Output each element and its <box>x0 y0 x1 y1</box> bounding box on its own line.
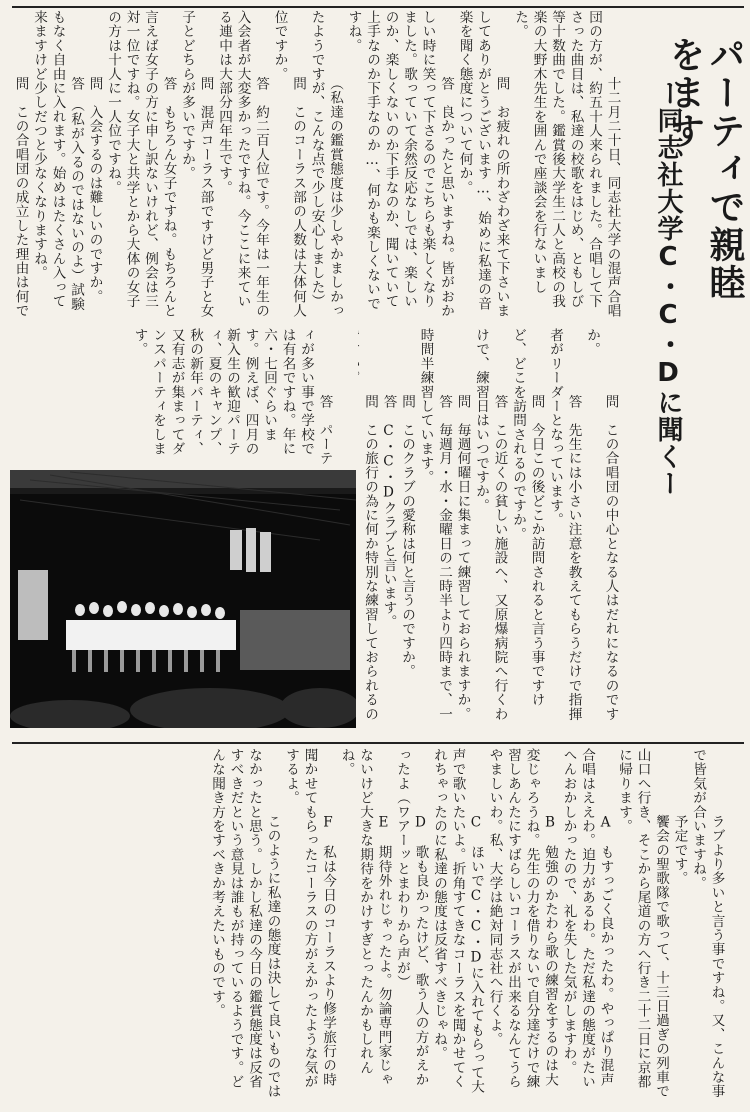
qa-line: 答 もちろん女子ですね。もちろんと言えば女子の方に申し訳ないけれど、例会は三対一位ですね。女子大と共学とから大体の女子の方は十人に一人位ですね。 <box>105 10 177 318</box>
article-body-bottom <box>12 748 744 1100</box>
text-line: ラブより多いと言う事ですね。又、こんな事で皆気が合いますね。 <box>690 748 725 1099</box>
article-body-top <box>12 10 640 320</box>
text-line: このように私達の態度は決して良いものではなかったと思う。しかし私達の今日の鑑賞態度は反省すべきだという意見は誰もが持っているようです。どんな聞き方をすべきか考えたいものです。 <box>209 748 281 1099</box>
qa-line: 問 毎週何曜日に集まって練習しておられますか。 <box>454 394 471 722</box>
text-line: D 歌も良かったけど、歌う人の方がえかったよ（ワアーッとまわりから声が） <box>394 748 429 1087</box>
section-divider <box>12 742 744 744</box>
text-line: C ほいでC・C・Dに入れてもらって大声で歌いたいよ。折角すてきなコーラスを聞かせてくれちゃったのに私達の態度は反省すべきじゃね。 <box>431 748 484 1094</box>
qa-line: 問 この旅行の為に何か特別な練習しておられるの <box>362 394 378 722</box>
text-line: 饗会の聖歌隊で歌って、十三日過ぎの列車で山口へ行き、そこから尾道の方へ行き二十二日に京都に帰ります。 <box>616 748 669 1099</box>
qa-line: 答 この近くの貧しい施設へ、又原爆病院へ行くわけで、練習日はいつですか。 <box>473 328 508 722</box>
choir-photo-image <box>10 470 356 728</box>
qa-line: 答 パーティが多い事で学校では有名ですね。年に六・七回ぐらいます。例えば、四月の新入生の歓迎パーティ、夏のキャンプ、秋の新年パーティ、又有志が集まってダンスパーティをします。 <box>131 328 333 466</box>
qa-line: 答 約二百人位です。今年は一年生の入会者が大変多かったですね。今ここに来ている連中は大部分四年生です。 <box>216 10 269 318</box>
qa-line: 問 このコーラス部の人数は大体何人位ですか。 <box>271 10 306 318</box>
qa-line: 問 今日この後どこか訪問されると言う事ですけど、どこを訪問されるのですか。 <box>510 328 545 707</box>
text-line: F 私は今日のコーラスより修学旅行の時聞かせてもらったコーラスの方がえかったような気がするよ。 <box>283 748 336 1089</box>
qa-line: 問 この合唱団の成立した理由は何で <box>12 76 29 318</box>
text-line: A もすっごく良かったわ。やっぱり混声合唱はええわ。迫力があるわ。ただ私達の態度がたいへんおかしかったので、礼を失した気がしますわ。 <box>560 748 614 1089</box>
article-body-left <box>12 328 352 468</box>
article-body-middle <box>358 328 638 728</box>
qa-line: 問 お疲れの所わざわざ来て下さいましてありがとうございます…、始めに私達の音楽を聞く態度について何か。 <box>456 10 510 318</box>
qa-line: 答 （私が入るのではないのよ）試験もなく自由に入れます。始めはたくさん入って来ますけど少しだつと少なくなりますね。 <box>31 10 84 312</box>
choir-photo <box>10 470 356 728</box>
intro-paragraph: 十二月二十日、同志社大学の混声合唱団の方が、約五十人来られました。合唱して下さった曲目は、私達の校歌をはじめ、ともしび等十数曲でした。鑑賞後大学生二人と高校の我楽の大野木先生を囲んで座談会を行ないました。 <box>512 10 621 318</box>
qa-line: 答 良かったと思いますね。皆がおかしい時に笑って下さるのでこちらも楽しくなりました。歌っていて余然反応なしでは、楽しいのか、楽しくないのか下手なのか、聞いていて上手なのか下手なのか…、何かも楽しくないですね。 <box>345 10 454 318</box>
text-line: B 勉強のかたわら歌の練習をするのは大変じゃろうね。先生の力を借りないで自分達だけで練習しあんたにすばらしいコーラスが出来るなんてうらやましいわ。私、大学は絶対同志社へ行くよ。 <box>486 748 558 1089</box>
qa-line: 問 このクラブの愛称は何と言うのですか。 <box>399 394 415 679</box>
text-line: 予定です。 <box>671 814 688 886</box>
qa-line: 答 毎週月・水・金曜日の二時半より四時まで、一時間半練習しています。 <box>417 328 452 722</box>
qa-line: 答 先生には小さい注意を教えてもらうだけで指揮者がリーダーとなっています。 <box>547 328 582 722</box>
headline: パーティで親睦をます <box>664 36 745 302</box>
qa-line: 問 入会するのは難しいのですか。 <box>86 76 103 304</box>
qa-line: 問 混声コーラス部ですけど男子と女子とどちらが多いですか。 <box>179 10 214 318</box>
qa-line: 問 この合唱団の中心となる人はだれになるのですか。 <box>584 328 619 722</box>
subheadline: ー同志社大学C・C・Dに聞くー <box>653 80 683 497</box>
qa-line: 答 C・C・Dクラブと言います。 <box>380 394 397 629</box>
text-line: E 期待外れじゃったよ。勿論専門家じゃないけど大きな期待をかけすぎとったんかもしれんね。 <box>338 748 392 1087</box>
qa-line: （私達の鑑賞態度は少しやかましかったようですが、こんな点で少し安心しました） <box>308 10 343 318</box>
